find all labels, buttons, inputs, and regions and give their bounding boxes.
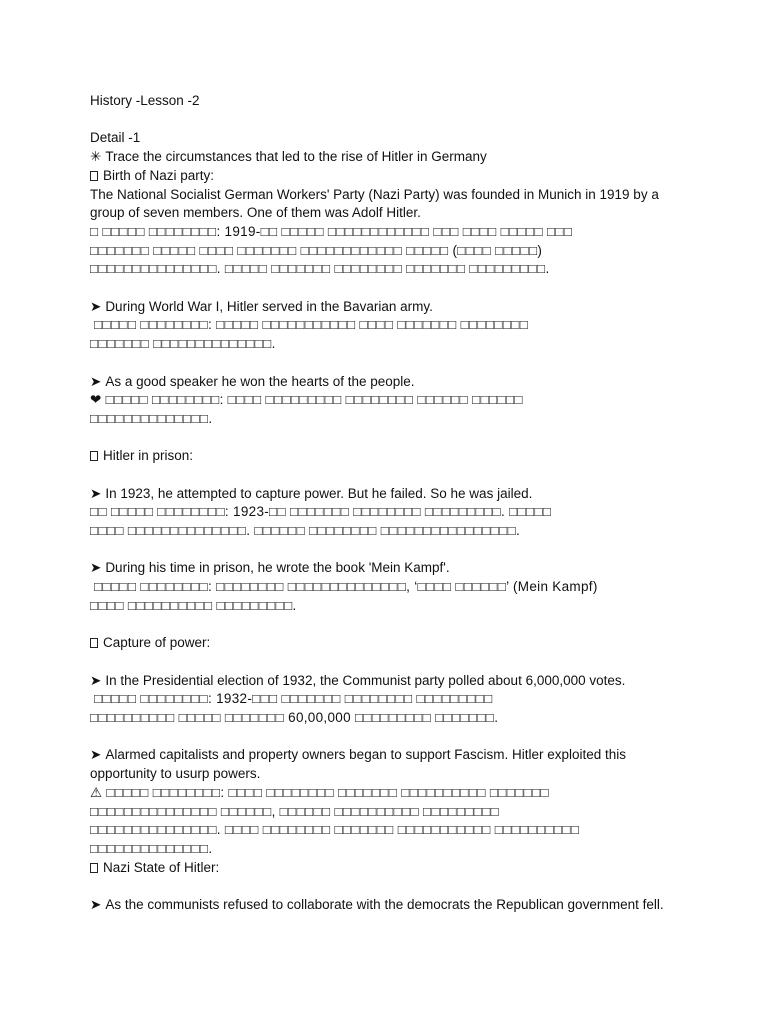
speaker-tamil-line-2: □□□□□□□□□□□□□□. [90,410,213,426]
prison-1923-line [90,485,690,504]
alarm-text: Alarmed capitalists and property owners began to support Fascism. Hitler exploited this opportunity to usurp powers. [90,747,630,782]
speaker-text: As a good speaker he won the hearts of the people. [105,373,415,389]
election-line [90,672,690,691]
blank-line [90,616,690,635]
ww1-tamil-line-2: □□□□□□□ □□□□□□□□□□□□□□. [90,336,276,352]
arrow-icon: ➤ [90,298,102,314]
arrow-icon: ➤ [90,560,102,576]
warning-icon: ⚠ [90,784,103,800]
alarm-tamil-line-1 [90,784,690,803]
arrow-icon: ➤ [90,485,102,501]
kampf-book-title: (Mein Kampf) [513,579,598,595]
blank-line [90,728,690,747]
alarm-tamil-text: □□□□□ □□□□□□□□: □□□□ □□□□□□□□ □□□□□□□ □□□□□□□□□□ □□□□□□□ [106,784,550,800]
kampf-tamil-line-2: □□□□ □□□□□□□□□□ □□□□□□□□□. [90,597,297,613]
ww1-text: During World War I, Hitler served in the Bavarian army. [105,298,433,314]
blank-line [90,466,690,485]
birth-tamil-line-2: □□□□□□□ □□□□□ □□□□ □□□□□□□ □□□□□□□□□□□□ □□□□□ (□□□□ □□□□□) [90,242,543,258]
document-title: History -Lesson -2 [90,93,200,108]
communists-text: As the communists refused to collaborate with the democrats the Republican government fell. [105,897,664,913]
arrow-icon: ➤ [90,747,102,763]
prison-heading-line [90,447,690,466]
arrow-icon: ➤ [90,897,102,913]
election-tamil-line-2: □□□□□□□□□□ □□□□□ □□□□□□□ 60,00,000 □□□□□□□□□ □□□□□□□. [90,710,499,726]
detail-heading: Detail -1 [90,130,141,146]
blank-line [90,354,690,373]
heart-icon: ❤ [90,392,102,408]
arrow-icon: ➤ [90,373,102,389]
prison-1923-tamil-line-2: □□□□ □□□□□□□□□□□□□□. □□□□□□ □□□□□□□□ □□□□□□□□□□□□□□□□. [90,523,521,539]
blank-line [90,877,690,896]
blank-line [90,541,690,560]
blank-line [90,279,690,298]
prison-heading: Hitler in prison: [103,448,194,464]
arrow-icon: ➤ [90,672,102,688]
prison-1923-tamil-line-1: □□ □□□□□ □□□□□□□□: 1923-□□ □□□□□□□ □□□□□□□□ □□□□□□□□□. □□□□□ [90,504,552,520]
blank-line [90,429,690,448]
speaker-line [90,373,690,392]
question-line [90,148,690,167]
kampf-line [90,559,690,578]
alarm-tamil-line-4: □□□□□□□□□□□□□□. [90,840,213,856]
birth-paragraph: The National Socialist German Workers' Party (Nazi Party) was founded in Munich in 1919 by a group of seven members. One of them was Adolf Hitler. [90,186,663,221]
capture-heading: Capture of power: [103,635,211,651]
question-text: Trace the circumstances that led to the rise of Hitler in Germany [105,149,487,165]
kampf-tamil-line-1 [90,578,690,597]
nazi-state-heading-line [90,859,690,878]
ww1-line [90,298,690,317]
speaker-tamil-text: □□□□□ □□□□□□□□: □□□□ □□□□□□□□□ □□□□□□□□ □□□□□□ □□□□□□ [105,392,523,408]
ww1-tamil-line-1: □□□□□ □□□□□□□□: □□□□□ □□□□□□□□□□□ □□□□ □□□□□□□ □□□□□□□□ [90,317,529,333]
missing-glyph-icon [90,171,98,181]
capture-heading-line [90,634,690,653]
speaker-tamil-line-1 [90,391,690,410]
missing-glyph-icon [90,451,98,461]
alarm-tamil-line-3: □□□□□□□□□□□□□□□. □□□□ □□□□□□□□ □□□□□□□ □□□□□□□□□□□ □□□□□□□□□□ [90,822,580,838]
blank-line [90,111,690,130]
election-tamil-line-1: □□□□□ □□□□□□□□: 1932-□□□ □□□□□□□ □□□□□□□□ □□□□□□□□□ [90,691,493,707]
blank-line [90,653,690,672]
election-text: In the Presidential election of 1932, the Communist party polled about 6,000,000 votes. [105,672,626,688]
star-icon: ✳ [90,149,102,165]
birth-tamil-line-1: □ □□□□□ □□□□□□□□: 1919-□□ □□□□□ □□□□□□□□□□□□ □□□ □□□□ □□□□□ □□□ [90,223,573,239]
alarm-line [90,746,690,783]
alarm-tamil-line-2: □□□□□□□□□□□□□□□ □□□□□□, □□□□□□ □□□□□□□□□□ □□□□□□□□□ [90,803,500,819]
prison-1923-text: In 1923, he attempted to capture power. But he failed. So he was jailed. [105,485,533,501]
document-page [90,92,690,915]
missing-glyph-icon [90,638,98,648]
kampf-tamil-text: □□□□□ □□□□□□□□: □□□□□□□□ □□□□□□□□□□□□□□, ‘□□□□ □□□□□□’ [90,579,513,595]
nazi-state-heading: Nazi State of Hitler: [103,859,220,875]
birth-heading: Birth of Nazi party: [103,167,215,183]
kampf-text: During his time in prison, he wrote the book 'Mein Kampf'. [105,560,450,576]
communists-line [90,896,690,915]
missing-glyph-icon [90,863,98,873]
birth-tamil-line-3: □□□□□□□□□□□□□□□. □□□□□ □□□□□□□ □□□□□□□□ □□□□□□□ □□□□□□□□□. [90,261,550,277]
birth-heading-line [90,167,690,186]
